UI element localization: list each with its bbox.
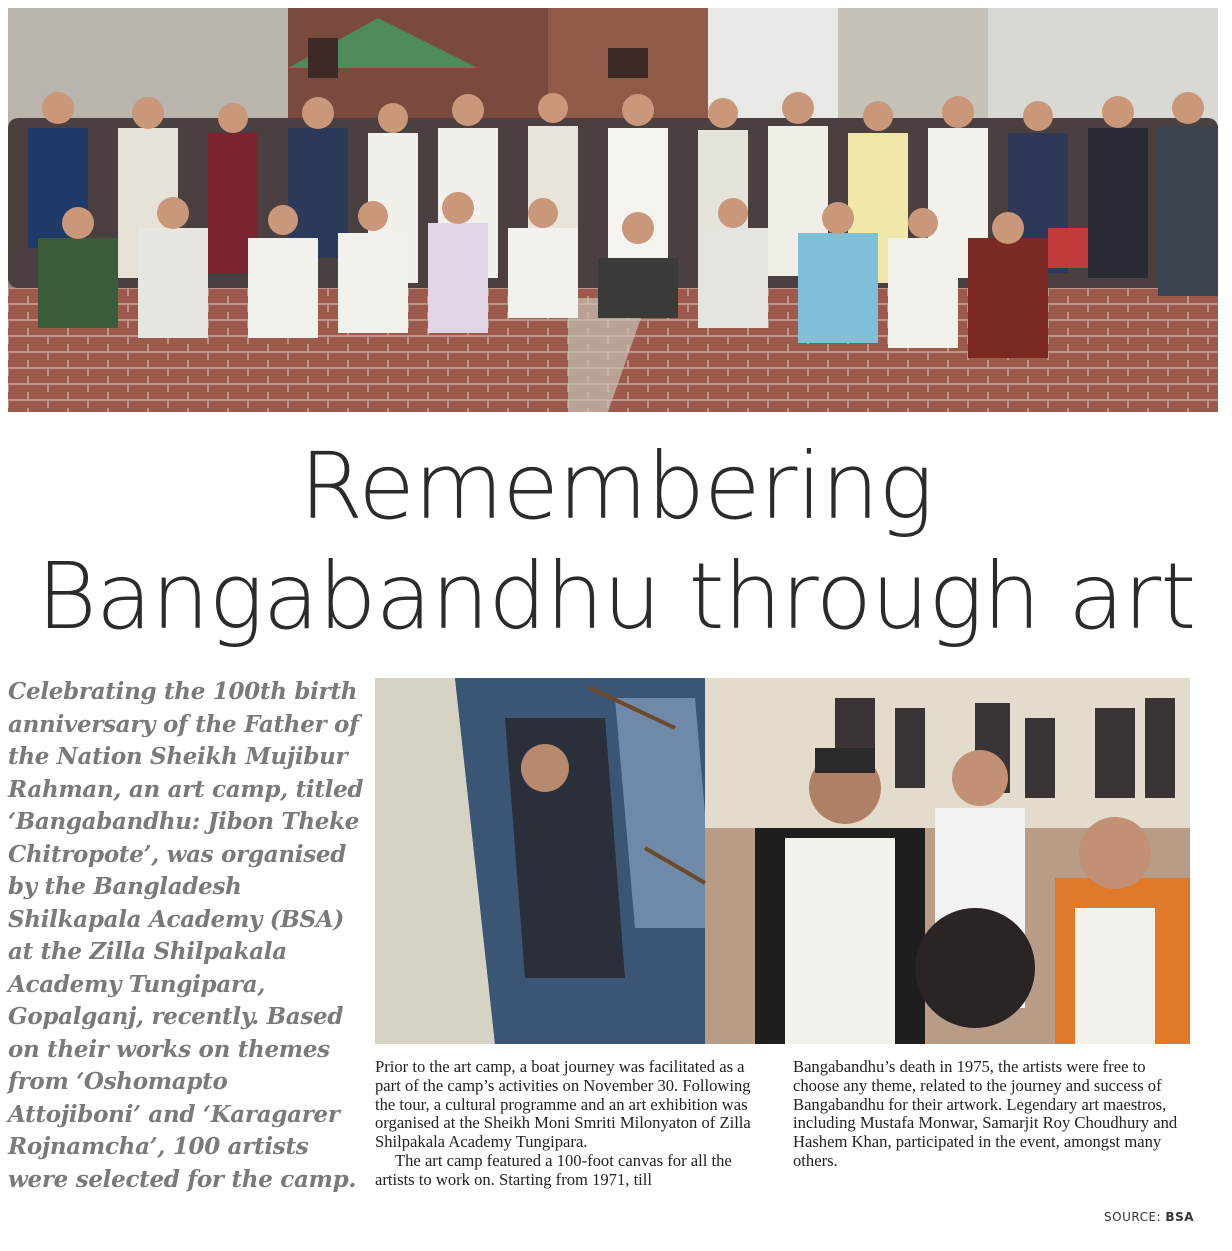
- body-column-2: [793, 1058, 1188, 1171]
- body-paragraph: The art camp featured a 100-foot canvas for all the artists to work on. Starting from 1971, till: [375, 1150, 732, 1189]
- body-paragraph: Bangabandhu’s death in 1975, the artists were free to choose any theme, related to the journey and success of Bangabandhu for their artwork. Legendary art maestros, including Mustafa Monwar, Samarjit Roy Choudhury and Hashem Khan, participated in the event, amongst many others.: [793, 1057, 1178, 1170]
- source-name: BSA: [1165, 1210, 1194, 1224]
- intro-standfirst: Celebrating the 100th birth anniversary of the Father of the Nation Sheikh Mujibur Rahman, an art camp, titled ‘Bangabandhu: Jibon Theke Chitropote’, was organised by the Bangladesh Shilkapala Academy (BSA) at the Zilla Shilpakala Academy Tungipara, Gopalganj, recently. Based on their works on themes from ‘Oshomapto Attojiboni’ and ‘Karagarer Rojnamcha’, 100 artists were selected for the camp.: [8, 678, 364, 1193]
- source-credit: [1104, 1210, 1194, 1224]
- source-label: SOURCE:: [1104, 1210, 1162, 1224]
- body-column-1: [375, 1058, 760, 1190]
- body-paragraph: Prior to the art camp, a boat journey was facilitated as a part of the camp’s activities on November 30. Following the tour, a cultural programme and an art exhibition was organised at the Sheikh Moni Smriti Milonyaton of Zilla Shilpakala Academy Tungipara.: [375, 1057, 751, 1152]
- group-photo: [8, 8, 1218, 412]
- headline-line-2: Bangabandhu through art: [36, 543, 1196, 650]
- art-camp-photo: [375, 678, 1190, 1044]
- headline-line-1: Remembering: [299, 433, 933, 540]
